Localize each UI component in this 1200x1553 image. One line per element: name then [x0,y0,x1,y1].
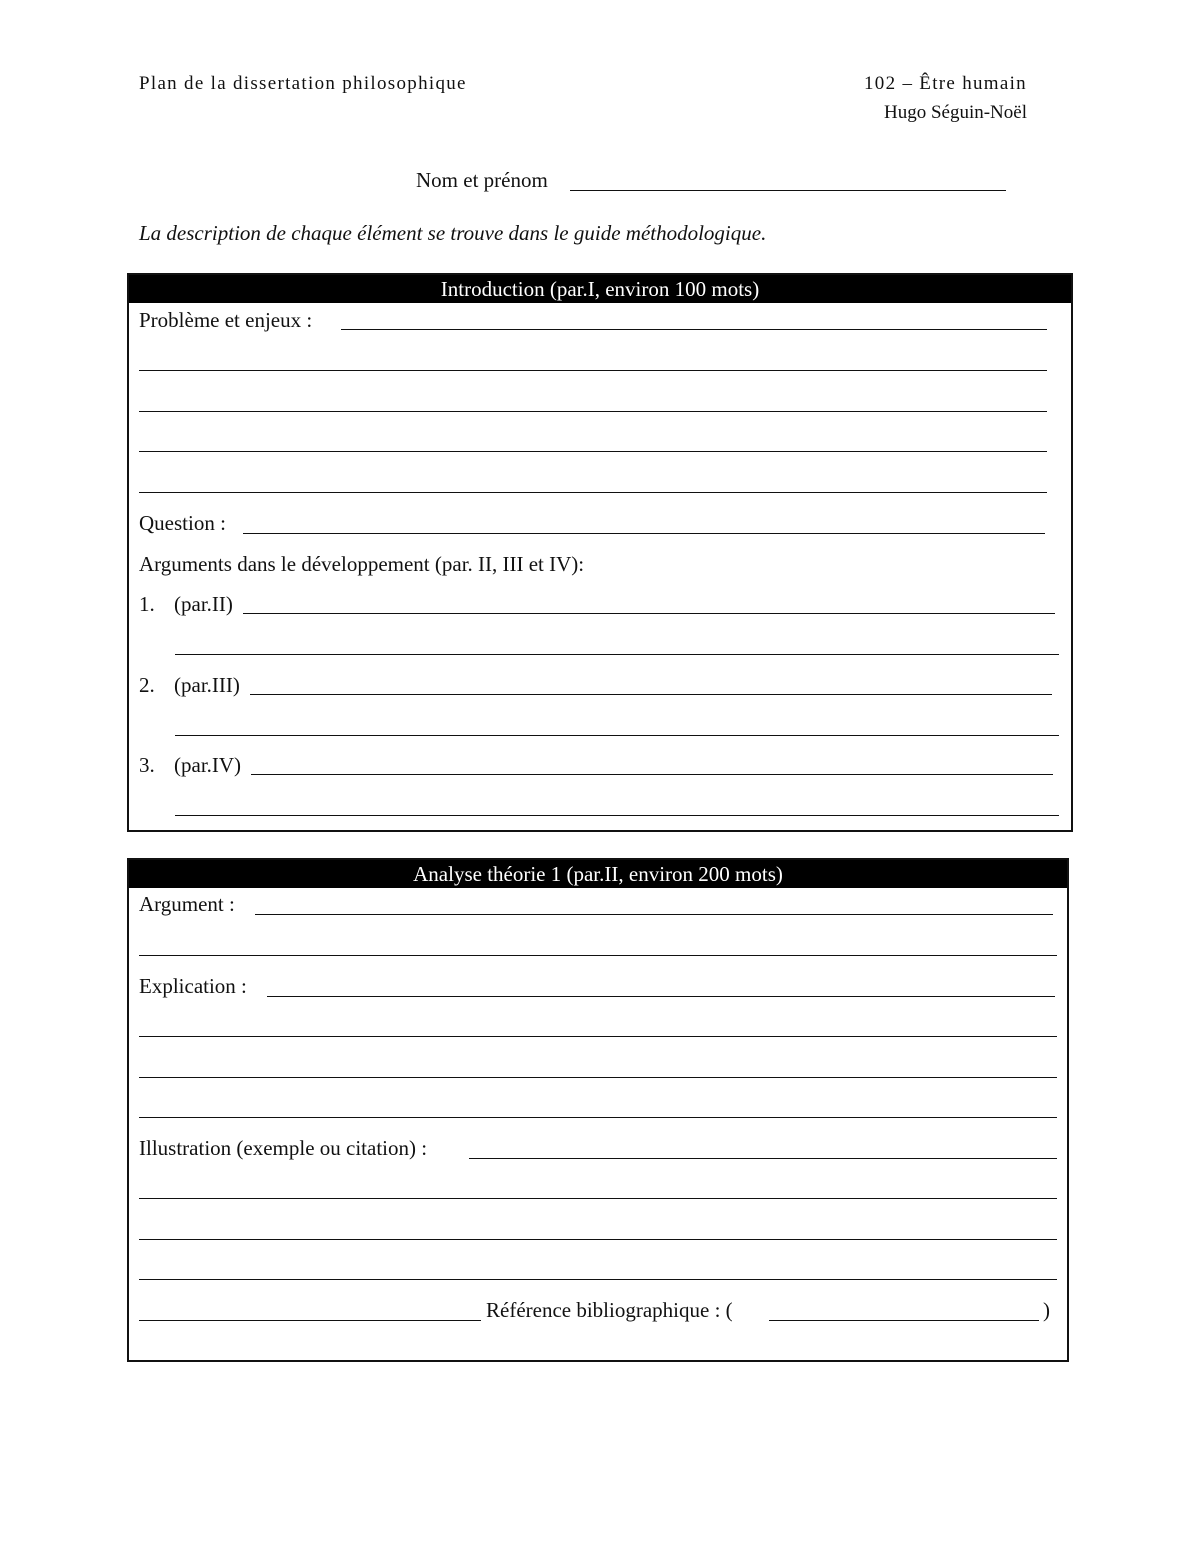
citation-line[interactable] [139,1320,481,1321]
document-title: Plan de la dissertation philosophique [139,73,467,94]
argument-label: Argument : [139,892,235,916]
method-note: La description de chaque élément se trouve dans le guide méthodologique. [139,221,767,245]
probleme-line[interactable] [139,492,1047,493]
question-line[interactable] [243,533,1045,534]
probleme-line[interactable] [139,370,1047,371]
argument-line[interactable] [251,774,1053,775]
argument-line[interactable] [139,955,1057,956]
illustration-label: Illustration (exemple ou citation) : [139,1136,428,1160]
argument-number: 3. [139,753,155,777]
illustration-line[interactable] [139,1279,1057,1280]
probleme-label: Problème et enjeux : [139,308,313,332]
argument-label: (par.II) [174,592,233,616]
illustration-line[interactable] [139,1239,1057,1240]
argument-line[interactable] [255,914,1053,915]
author-name: Hugo Séguin-Noël [883,102,1027,123]
name-input-line[interactable] [570,190,1006,191]
probleme-line[interactable] [341,329,1047,330]
illustration-line[interactable] [469,1158,1057,1159]
reference-close: ) [1043,1298,1050,1322]
argument-line[interactable] [175,654,1059,655]
explication-line[interactable] [139,1117,1057,1118]
intro-header: Introduction (par.I, environ 100 mots) [129,275,1071,303]
arguments-label: Arguments dans le développement (par. II, III et IV): [139,552,585,576]
argument-line[interactable] [175,815,1059,816]
analyse-header: Analyse théorie 1 (par.II, environ 200 mots) [129,860,1067,888]
reference-label: Référence bibliographique : ( [486,1298,733,1322]
argument-label: (par.IV) [174,753,242,777]
course-title: 102 – Être humain [864,73,1027,94]
argument-line[interactable] [250,694,1052,695]
explication-line[interactable] [139,1036,1057,1037]
explication-line[interactable] [139,1077,1057,1078]
argument-line[interactable] [175,735,1059,736]
analyse-section [127,858,1069,1362]
intro-section [127,273,1073,832]
illustration-line[interactable] [139,1198,1057,1199]
argument-number: 1. [139,592,155,616]
explication-line[interactable] [267,996,1055,997]
reference-input-line[interactable] [769,1320,1039,1321]
name-label: Nom et prénom [416,168,548,192]
argument-number: 2. [139,673,155,697]
question-label: Question : [139,511,226,535]
probleme-line[interactable] [139,451,1047,452]
explication-label: Explication : [139,974,247,998]
argument-line[interactable] [243,613,1055,614]
argument-label: (par.III) [174,673,240,697]
probleme-line[interactable] [139,411,1047,412]
